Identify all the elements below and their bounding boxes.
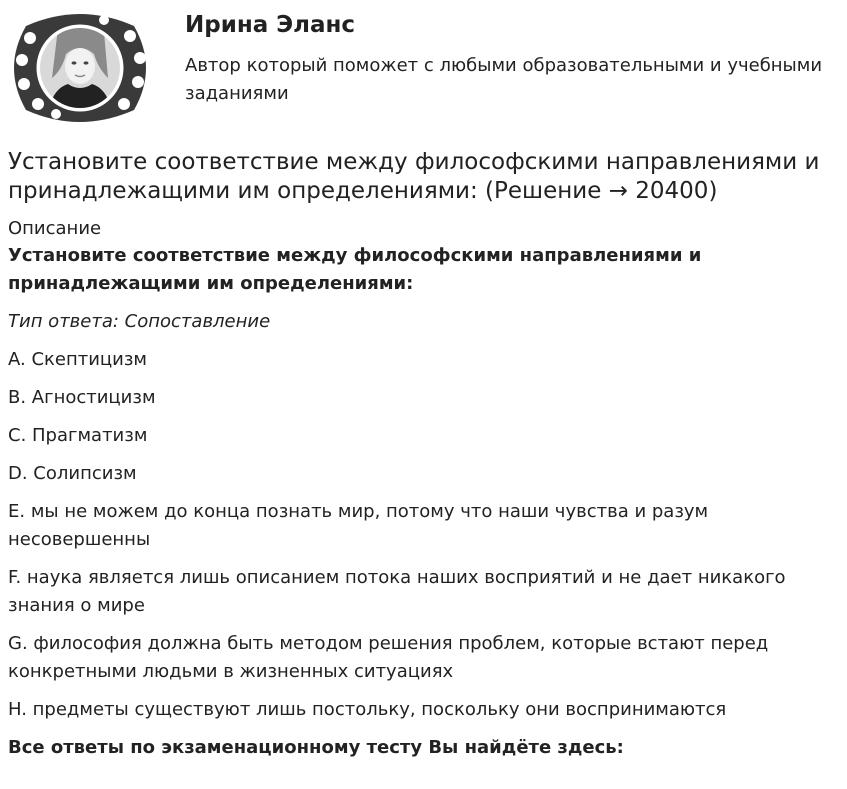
page-title: Установите соответствие между философскими направлениями и принадлежащими им определениями: (Решение → 20400): [8, 149, 820, 204]
option-h: H. предметы существуют лишь постольку, поскольку они воспринимаются: [8, 699, 727, 720]
option-b: B. Агностицизм: [8, 387, 156, 408]
author-description: Автор который поможет с любыми образовательными и учебными заданиями: [185, 55, 823, 104]
option-d: D. Солипсизм: [8, 463, 137, 484]
author-avatar[interactable]: [8, 8, 152, 126]
author-name[interactable]: Ирина Эланс: [185, 12, 356, 38]
footer-note: Все ответы по экзаменационному тесту Вы найдёте здесь:: [8, 737, 624, 758]
option-f: F. наука является лишь описанием потока наших восприятий и не дает никакого знания о мире: [8, 567, 786, 616]
option-g: G. философия должна быть методом решения проблем, которые встают перед конкретными людьми в жизненных ситуациях: [8, 633, 769, 682]
description-section: [8, 216, 838, 762]
option-c: C. Прагматизм: [8, 425, 148, 446]
author-card: [8, 8, 838, 128]
question-text: Установите соответствие между философскими направлениями и принадлежащими им определениями:: [8, 245, 702, 294]
option-a: A. Скептицизм: [8, 349, 148, 370]
option-e: E. мы не можем до конца познать мир, потому что наши чувства и разум несовершенны: [8, 501, 709, 550]
answer-type: Тип ответа: Сопоставление: [8, 311, 271, 332]
film-reel-avatar-icon: [8, 8, 152, 126]
section-label: Описание: [8, 218, 102, 239]
